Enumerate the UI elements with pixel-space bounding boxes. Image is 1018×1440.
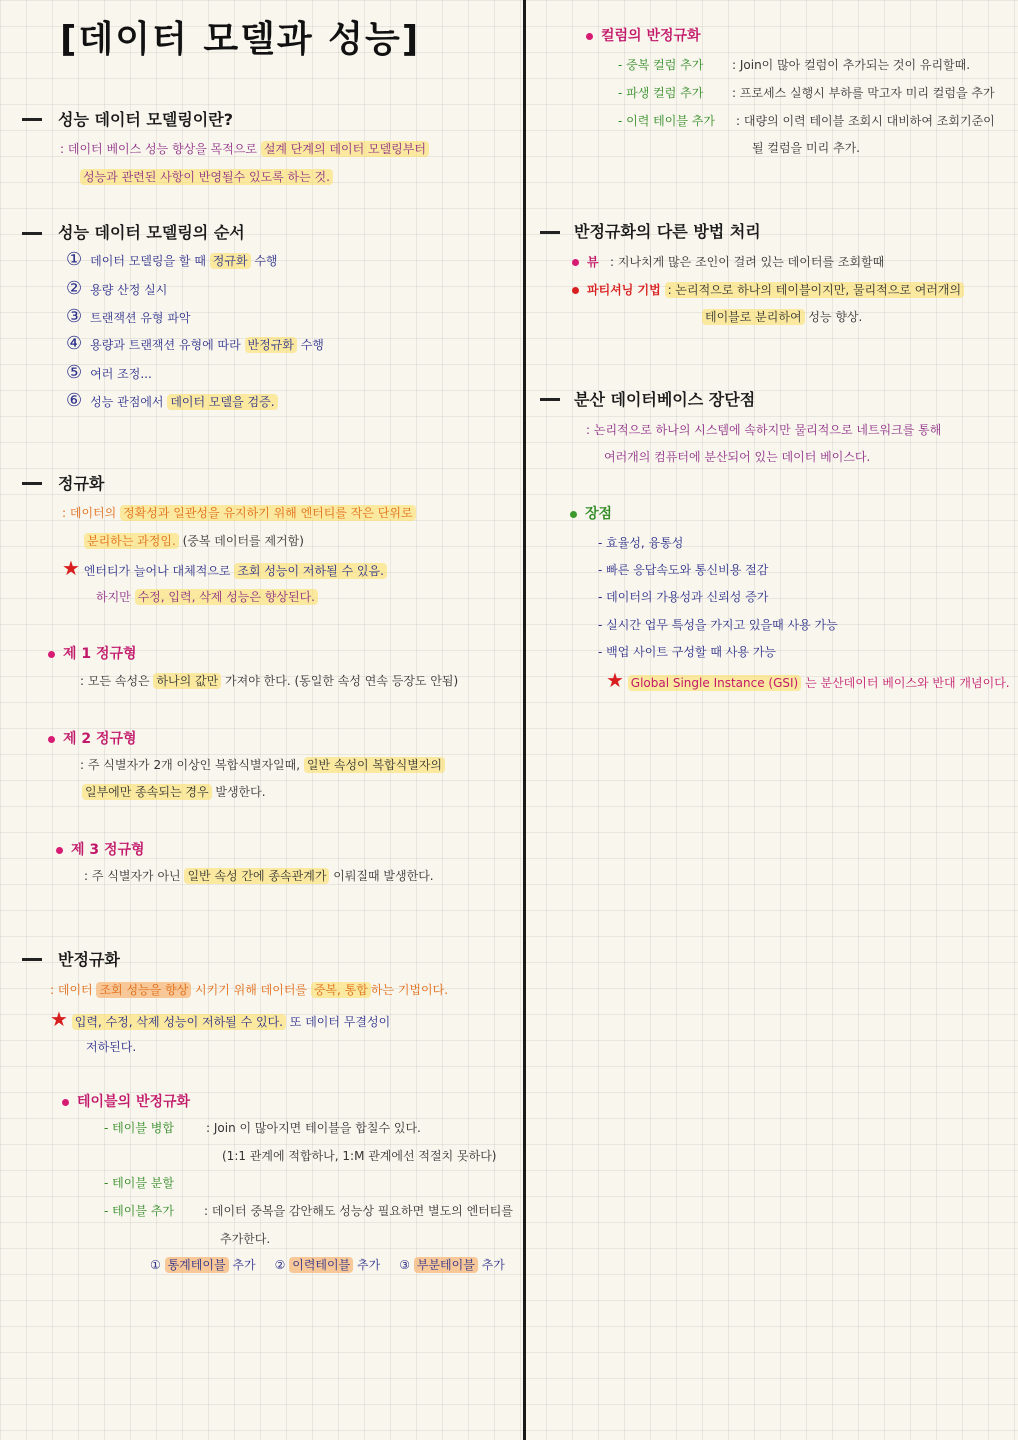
table-merge-text: (1:1 관계에 적합하나, 1:M 관계에선 적절치 못하다)	[222, 1149, 497, 1163]
table-add-types: ① 통계테이블 추가 ② 이력테이블 추가 ③ 부분테이블 추가	[150, 1258, 505, 1272]
pros-item: - 데이터의 가용성과 신뢰성 증가	[598, 590, 769, 604]
nf1-text: : 모든 속성은 하나의 값만 가져야 한다. (동일한 속성 연속 등장도 안됨)	[80, 674, 459, 688]
definition-line: 성능과 관련된 사항이 반영될수 있도록 하는 것.	[80, 169, 333, 185]
page-title: [데이터 모델과 성능]	[60, 19, 421, 60]
bullet-icon	[48, 736, 55, 743]
normalization-warning: ★ 엔터티가 늘어나 대체적으로 조회 성능이 저하될 수 있음.	[62, 560, 387, 579]
step-item: ⑥ 성능 관점에서 데이터 모델을 검증.	[66, 393, 278, 410]
section-dash	[22, 118, 42, 121]
table-add-label: - 테이블 추가	[104, 1204, 174, 1218]
pros-item: - 백업 사이트 구성할 때 사용 가능	[598, 645, 776, 659]
table-split-label: - 테이블 분할	[104, 1176, 174, 1190]
section-heading-other-denorm: 반정규화의 다른 방법 처리	[574, 222, 761, 241]
pros-label: 장점	[570, 505, 612, 523]
bullet-icon	[570, 511, 577, 518]
normalization-line: 하지만 수정, 입력, 삭제 성능은 향상된다.	[96, 589, 318, 605]
view-method: 뷰 : 지나치게 많은 조인이 걸려 있는 데이터를 조회할때	[572, 254, 884, 270]
bullet-icon	[56, 847, 63, 854]
bullet-icon	[62, 1099, 69, 1106]
column-denorm-item: - 이력 테이블 추가	[618, 114, 715, 128]
table-denorm-label: 테이블의 반정규화	[62, 1093, 190, 1111]
table-add-text: 추가한다.	[220, 1232, 271, 1246]
section-dash	[22, 958, 42, 961]
step-item: ① 데이터 모델링을 할 때 정규화 수행	[66, 249, 278, 270]
denormalization-line: : 데이터 조회 성능을 향상 시키기 위해 데이터를 중복, 통합 하는 기법이다.	[50, 983, 449, 997]
column-denorm-text: : Join이 많아 컬럼이 추가되는 것이 유리할때.	[732, 58, 971, 72]
section-dash	[540, 231, 560, 234]
step-number: ④	[66, 333, 83, 354]
section-heading-denormalization: 반정규화	[58, 950, 120, 969]
denormalization-line: 저하된다.	[86, 1040, 137, 1054]
section-heading-normalization: 정규화	[58, 474, 105, 493]
pros-item: - 빠른 응답속도와 통신비용 절감	[598, 563, 769, 577]
column-denorm-text: : 대량의 이력 테이블 조회시 대비하여 조회기준이	[736, 114, 995, 128]
step-number: ①	[66, 249, 83, 270]
bullet-icon	[572, 259, 579, 266]
nf3-label: 제 3 정규형	[56, 841, 145, 859]
partition-method: 파티셔닝 기법 : 논리적으로 하나의 테이블이지만, 물리적으로 여러개의	[572, 282, 964, 298]
step-item: ② 용량 산정 실시	[66, 278, 168, 299]
section-heading-distributed-db: 분산 데이터베이스 장단점	[574, 390, 756, 409]
distributed-db-definition: : 논리적으로 하나의 시스템에 속하지만 물리적으로 네트워크를 통해	[586, 423, 942, 437]
column-denorm-item: - 파생 컬럼 추가	[618, 86, 704, 100]
column-denorm-text: 될 컬럼을 미리 추가.	[752, 141, 860, 155]
table-merge-label: - 테이블 병합	[104, 1121, 174, 1135]
bullet-icon	[586, 33, 593, 40]
page-divider	[523, 0, 526, 1440]
table-merge-text: : Join 이 많아지면 테이블을 합칠수 있다.	[206, 1121, 421, 1135]
star-icon: ★	[606, 668, 624, 692]
column-denorm-label: 컬럼의 반정규화	[586, 27, 701, 45]
section-heading-performance-modeling: 성능 데이터 모델링이란?	[58, 110, 233, 129]
distributed-db-definition: 여러개의 컴퓨터에 분산되어 있는 데이터 베이스다.	[604, 450, 871, 464]
step-number: ②	[66, 278, 83, 299]
nf2-text: : 주 식별자가 2개 이상인 복합식별자일때, 일반 속성이 복합식별자의	[80, 757, 445, 773]
step-item: ④ 용량과 트랜잭션 유형에 따라 반정규화 수행	[66, 333, 324, 354]
star-icon: ★	[62, 556, 80, 580]
section-dash	[22, 482, 42, 485]
nf1-label: 제 1 정규형	[48, 645, 137, 663]
step-number: ⑤	[66, 362, 83, 383]
bullet-icon	[48, 651, 55, 658]
section-heading-modeling-order: 성능 데이터 모델링의 순서	[58, 223, 245, 242]
pros-item: - 실시간 업무 특성을 가지고 있을때 사용 가능	[598, 618, 838, 632]
section-dash	[540, 398, 560, 401]
nf2-label: 제 2 정규형	[48, 730, 137, 748]
definition-line: : 데이터 베이스 성능 향상을 목적으로 설계 단계의 데이터 모델링부터	[60, 141, 429, 157]
pros-item: - 효율성, 융통성	[598, 536, 684, 550]
step-number: ③	[66, 306, 83, 327]
gsi-note: ★ Global Single Instance (GSI) 는 분산데이터 베이스와 반대 개념이다.	[606, 668, 1010, 692]
partition-method: 테이블로 분리하여 성능 향상.	[702, 309, 862, 325]
nf2-text: 일부에만 종속되는 경우 발생한다.	[82, 784, 266, 800]
section-dash	[22, 232, 42, 235]
nf3-text: : 주 식별자가 아닌 일반 속성 간에 종속관계가 이뤄질때 발생한다.	[84, 869, 434, 883]
step-number: ⑥	[66, 390, 83, 411]
star-icon: ★	[50, 1007, 68, 1031]
column-denorm-item: - 중복 컬럼 추가	[618, 58, 704, 72]
normalization-line: 분리하는 과정임. (중복 데이터를 제거함)	[84, 533, 304, 549]
step-item: ③ 트랜잭션 유형 파악	[66, 306, 191, 327]
table-add-text: : 데이터 중복을 감안해도 성능상 필요하면 별도의 엔터티를	[204, 1204, 513, 1218]
bullet-icon	[572, 287, 579, 294]
denormalization-warning: ★ 입력, 수정, 삭제 성능이 저하될 수 있다. 또 데이터 무결성이	[50, 1007, 391, 1031]
normalization-line: : 데이터의 정확성과 일관성을 유지하기 위해 엔터티를 작은 단위로	[62, 505, 416, 521]
column-denorm-text: : 프로세스 실행시 부하를 막고자 미리 컬럼을 추가	[732, 86, 995, 100]
step-item: ⑤ 여러 조정...	[66, 362, 152, 383]
